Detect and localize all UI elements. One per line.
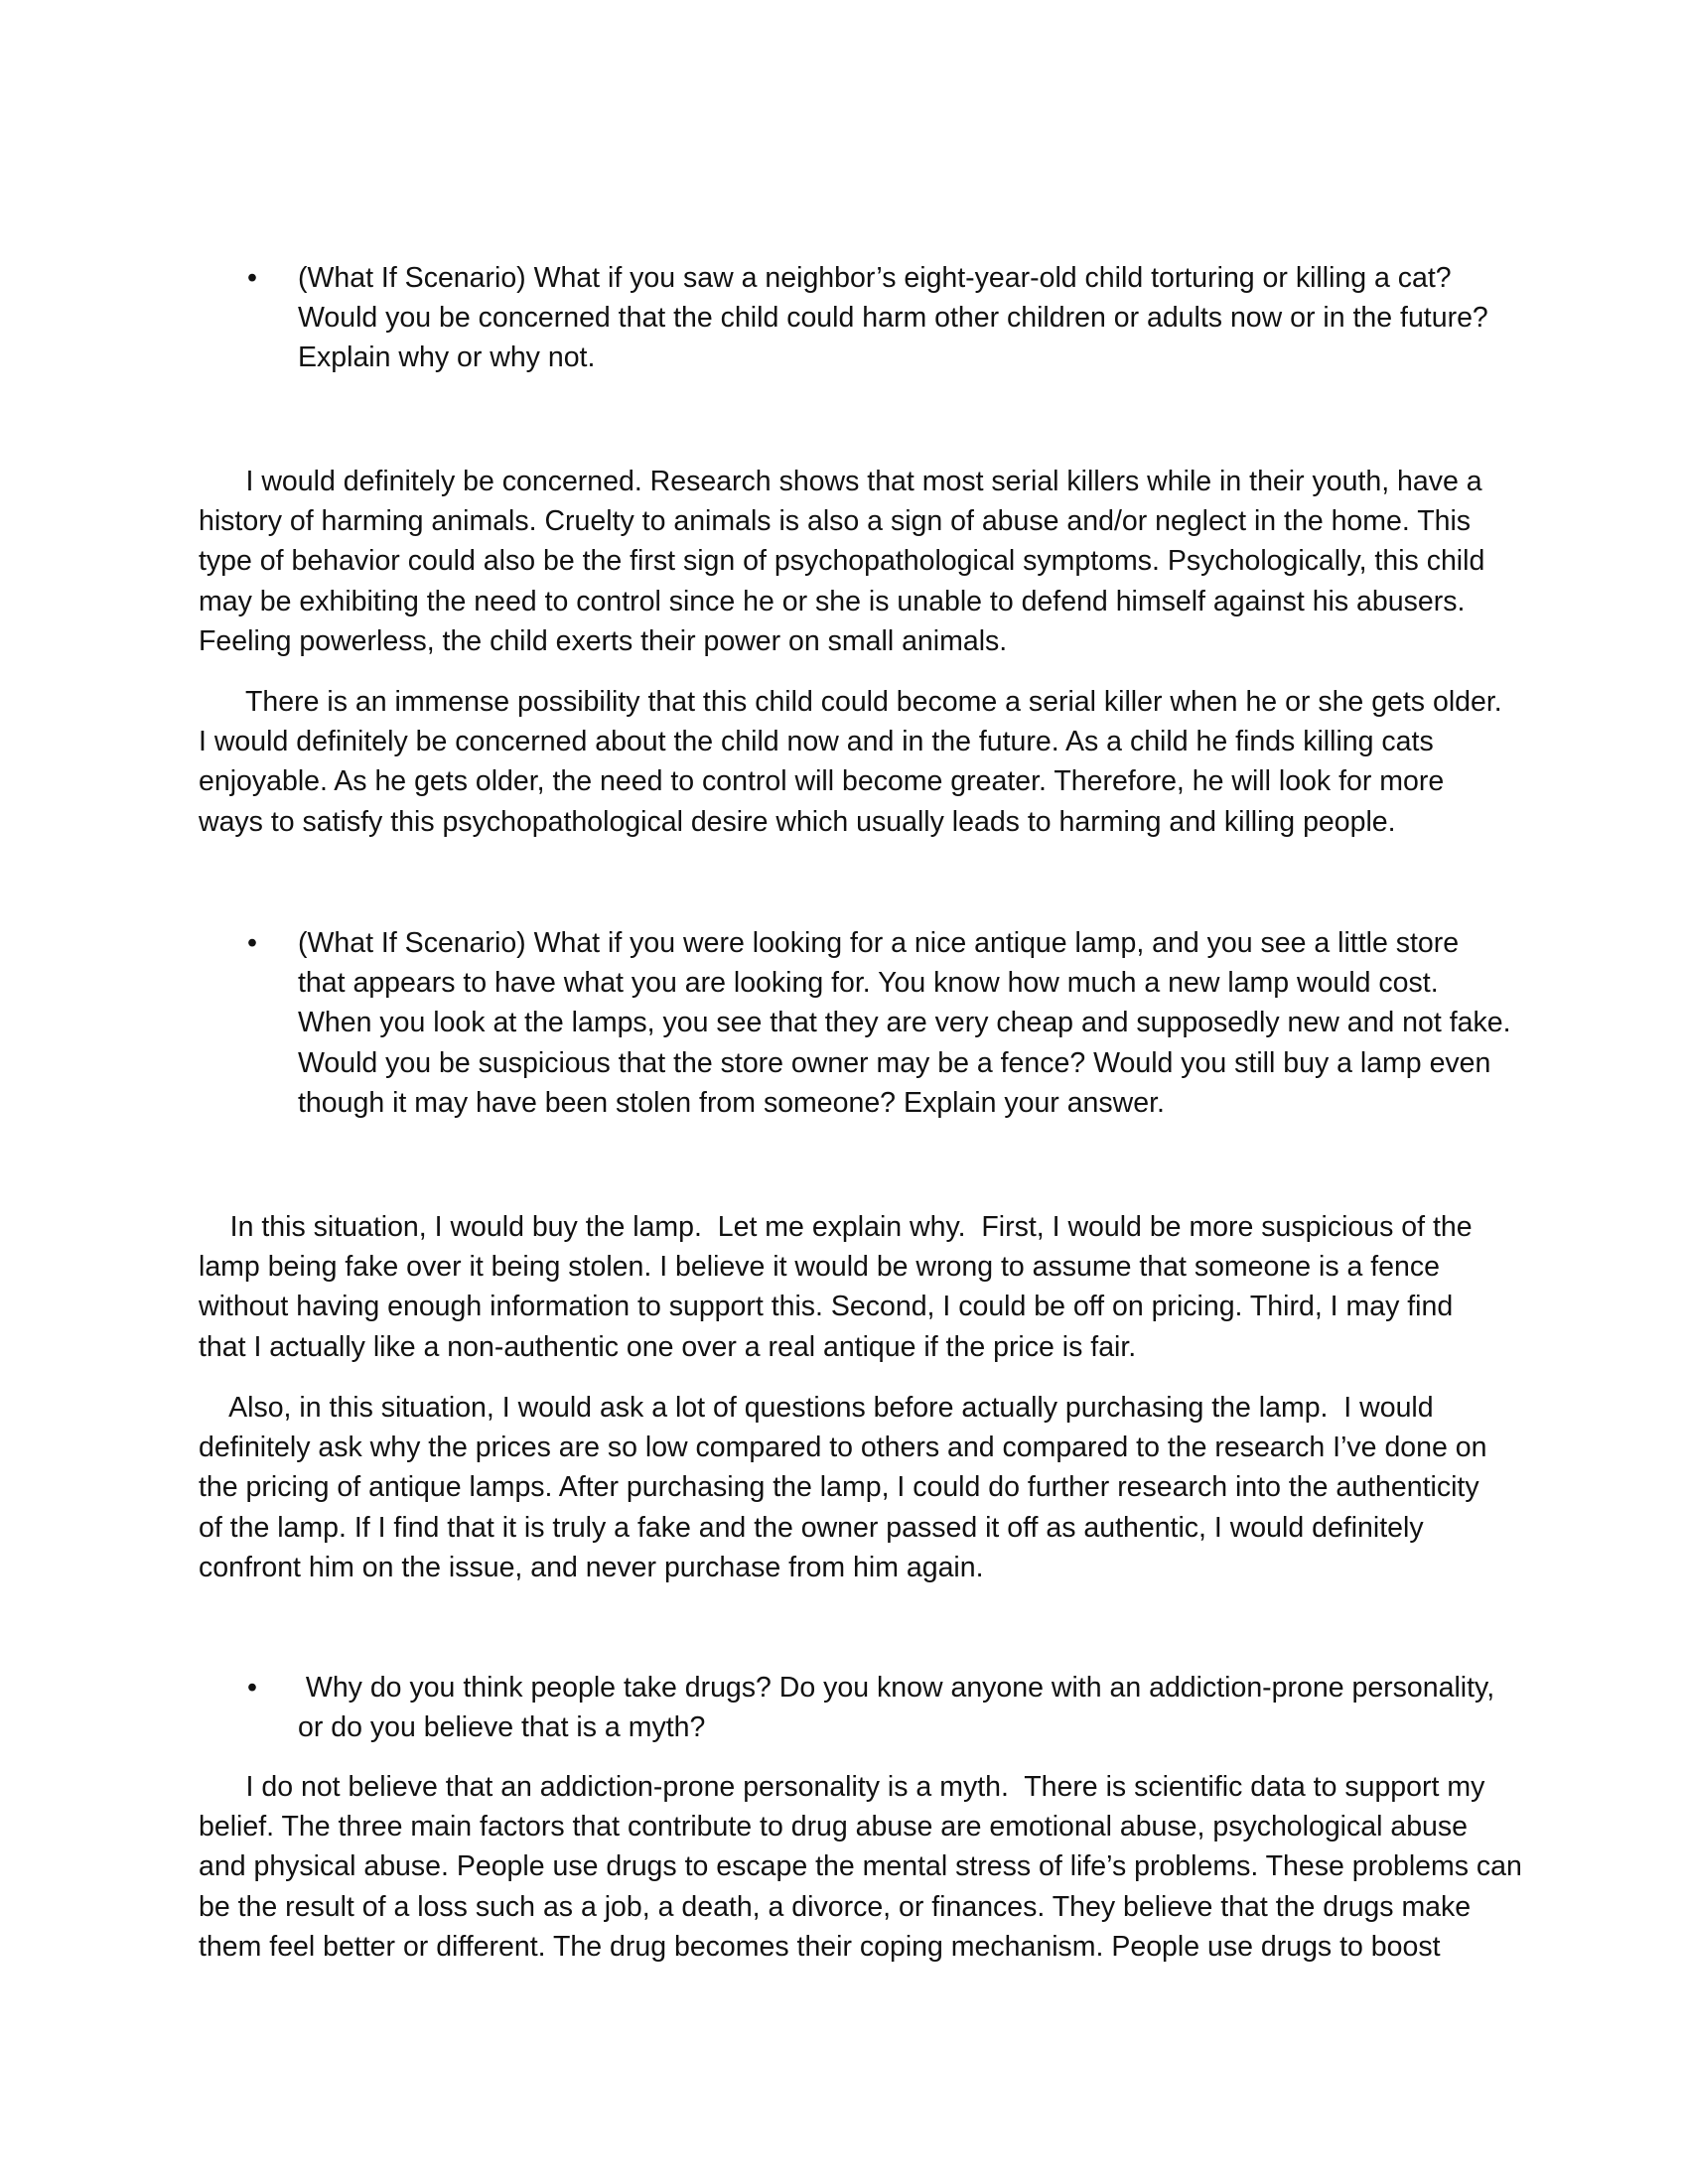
- question-line: Would you be suspicious that the store owner may be a fence? Would you still buy a lamp even: [298, 1046, 1491, 1079]
- paragraph-line: Feeling powerless, the child exerts their power on small animals.: [199, 624, 1008, 657]
- bullet-marker: •: [247, 262, 257, 294]
- paragraph-line: and physical abuse. People use drugs to escape the mental stress of life’s problems. These problems can: [199, 1850, 1522, 1883]
- paragraph-line: that I actually like a non-authentic one over a real antique if the price is fair.: [199, 1330, 1137, 1363]
- question-line: though it may have been stolen from someone? Explain your answer.: [298, 1086, 1165, 1119]
- bullet-marker: •: [247, 1672, 257, 1704]
- paragraph-line: confront him on the issue, and never purchase from him again.: [199, 1551, 984, 1583]
- question-1-text: [298, 258, 1488, 378]
- answer-2-paragraph-1: [199, 1207, 1499, 1367]
- paragraph-line: them feel better or different. The drug becomes their coping mechanism. People use drugs to boost: [199, 1930, 1441, 1963]
- question-line: Why do you think people take drugs? Do you know anyone with an addiction-prone personality,: [298, 1672, 1495, 1704]
- question-line: (What If Scenario) What if you saw a neighbor’s eight-year-old child torturing or killing a cat?: [298, 262, 1452, 294]
- paragraph-line: I do not believe that an addiction-prone personality is a myth. There is scientific data to support my: [199, 1771, 1485, 1803]
- paragraph-line: belief. The three main factors that contribute to drug abuse are emotional abuse, psychological abuse: [199, 1811, 1469, 1843]
- question-line: When you look at the lamps, you see that they are very cheap and supposedly new and not fake.: [298, 1007, 1511, 1039]
- paragraph-line: enjoyable. As he gets older, the need to control will become greater. Therefore, he will look for more: [199, 765, 1445, 798]
- paragraph-line: type of behavior could also be the first sign of psychopathological symptoms. Psychologically, this child: [199, 545, 1485, 578]
- answer-2-paragraph-2: [199, 1388, 1499, 1587]
- paragraph-line: history of harming animals. Cruelty to animals is also a sign of abuse and/or neglect in the home. This: [199, 505, 1472, 538]
- paragraph-line: I would definitely be concerned about the child now and in the future. As a child he finds killing cats: [199, 726, 1434, 758]
- paragraph-line: There is an immense possibility that this child could become a serial killer when he or she gets older.: [199, 686, 1502, 718]
- paragraph-line: the pricing of antique lamps. After purchasing the lamp, I could do further research into the authenticity: [199, 1471, 1479, 1504]
- question-line: Would you be concerned that the child could harm other children or adults now or in the future?: [298, 302, 1488, 335]
- question-line: (What If Scenario) What if you were looking for a nice antique lamp, and you see a little store: [298, 927, 1460, 959]
- bullet-marker: •: [247, 927, 257, 959]
- question-2-text: [298, 923, 1511, 1123]
- paragraph-line: lamp being fake over it being stolen. I believe it would be wrong to assume that someone is a fence: [199, 1251, 1440, 1284]
- answer-1-paragraph-1: [199, 462, 1499, 661]
- paragraph-line: Also, in this situation, I would ask a lot of questions before actually purchasing the lamp. I would: [199, 1392, 1434, 1424]
- question-3-text: [298, 1668, 1495, 1747]
- paragraph-line: ways to satisfy this psychopathological desire which usually leads to harming and killing people.: [199, 805, 1396, 838]
- paragraph-line: be the result of a loss such as a job, a death, a divorce, or finances. They believe that the drugs make: [199, 1890, 1472, 1923]
- paragraph-line: of the lamp. If I find that it is truly a fake and the owner passed it off as authentic, I would definitely: [199, 1511, 1424, 1544]
- paragraph-line: may be exhibiting the need to control since he or she is unable to defend himself against his abusers.: [199, 585, 1466, 617]
- paragraph-line: I would definitely be concerned. Research shows that most serial killers while in their youth, have a: [199, 466, 1482, 497]
- paragraph-line: without having enough information to support this. Second, I could be off on pricing. Third, I may find: [199, 1291, 1454, 1323]
- question-line: or do you believe that is a myth?: [298, 1711, 706, 1744]
- paragraph-line: In this situation, I would buy the lamp. Let me explain why. First, I would be more suspicious of the: [199, 1211, 1473, 1243]
- answer-1-paragraph-2: [199, 682, 1502, 842]
- question-line: that appears to have what you are looking for. You know how much a new lamp would cost.: [298, 967, 1439, 1000]
- question-line: Explain why or why not.: [298, 341, 596, 374]
- answer-3-paragraph-1: [199, 1767, 1522, 1967]
- paragraph-line: definitely ask why the prices are so low compared to others and compared to the research I’ve done on: [199, 1432, 1487, 1464]
